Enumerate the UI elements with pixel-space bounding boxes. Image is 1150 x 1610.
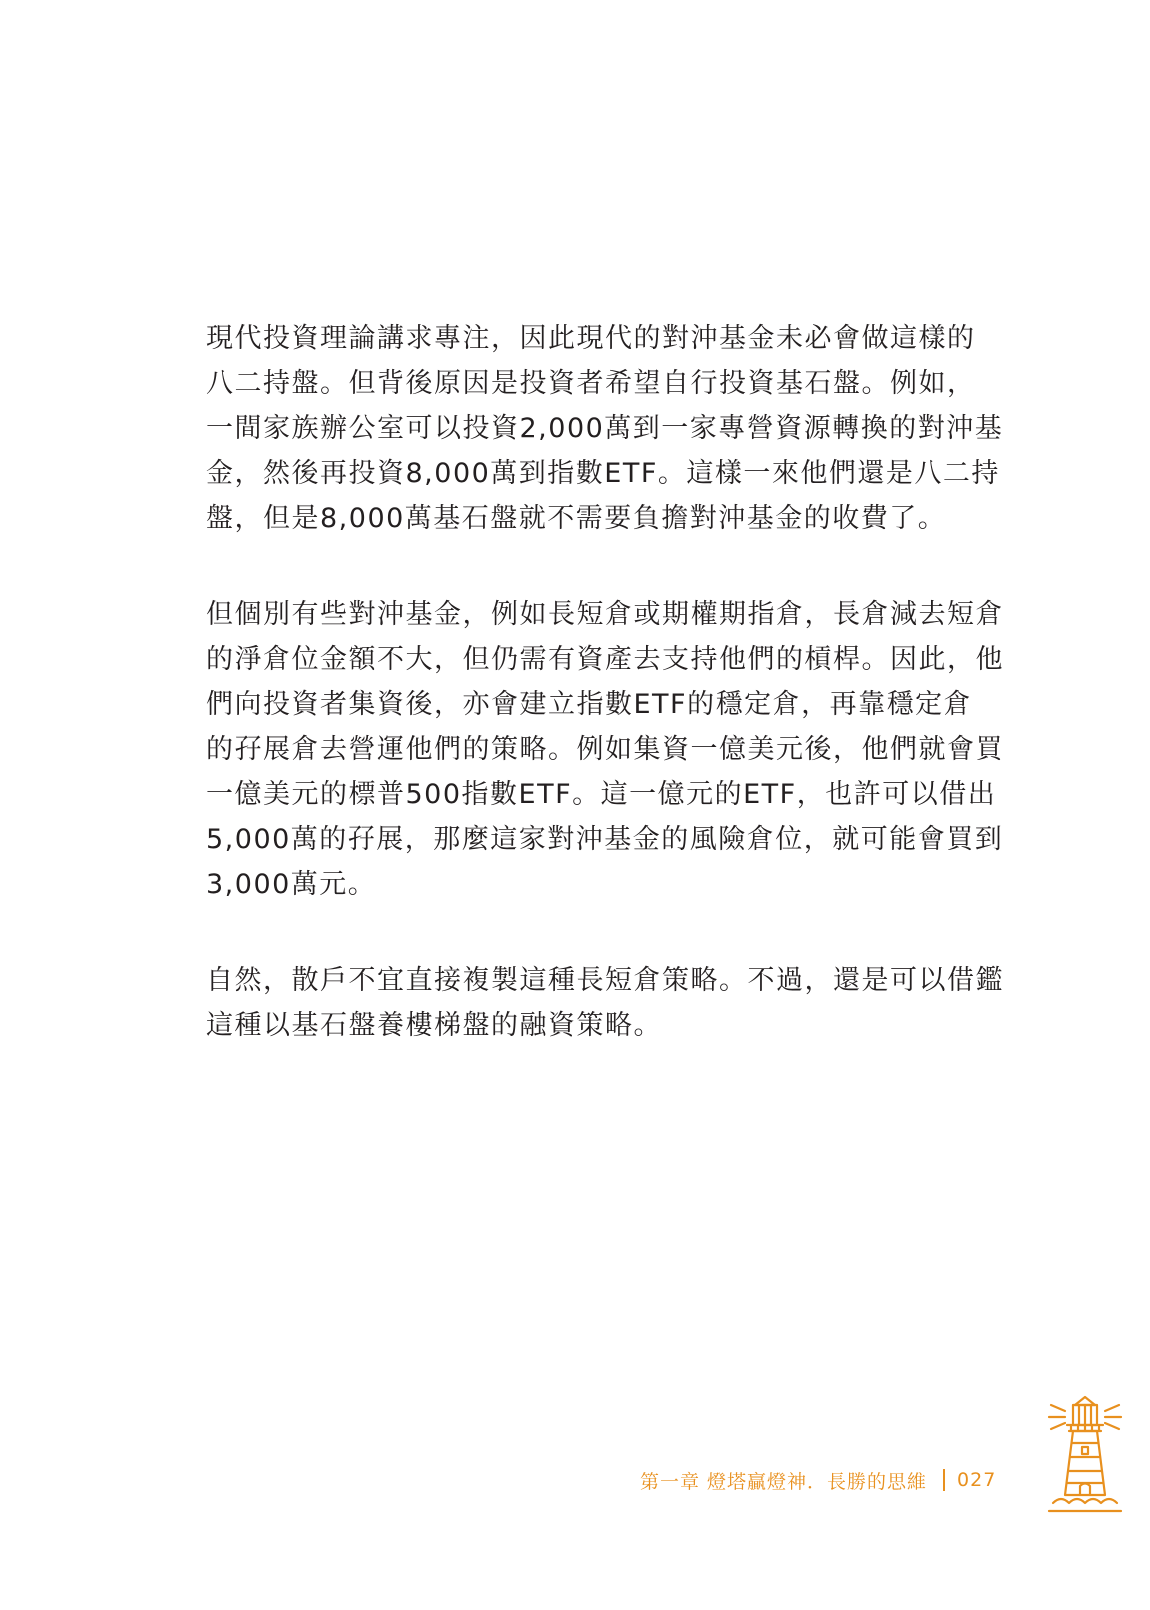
text-line: 5,000萬的孖展，那麼這家對沖基金的風險倉位，就可能會買到 bbox=[206, 824, 1004, 855]
page-number: 027 bbox=[957, 1469, 997, 1491]
text-line: 的孖展倉去營運他們的策略。例如集資一億美元後，他們就會買 bbox=[206, 734, 1004, 765]
text-line: 八二持盤。但背後原因是投資者希望自行投資基石盤。例如， bbox=[206, 368, 976, 399]
text-line: 一億美元的標普500指數ETF。這一億元的ETF，也許可以借出 bbox=[206, 779, 997, 810]
paragraph-1 bbox=[206, 316, 1006, 541]
text-line: 自然，散戶不宜直接複製這種長短倉策略。不過，還是可以借鑑 bbox=[206, 965, 1004, 996]
text-line: 3,000萬元。 bbox=[206, 869, 377, 900]
text-line: 但個別有些對沖基金，例如長短倉或期權期指倉，長倉減去短倉 bbox=[206, 599, 1004, 630]
text-line: 一間家族辦公室可以投資2,000萬到一家專營資源轉換的對沖基 bbox=[206, 413, 1004, 444]
text-line: 的淨倉位金額不大，但仍需有資產去支持他們的槓桿。因此，他 bbox=[206, 644, 1004, 675]
running-footer bbox=[640, 1462, 996, 1498]
footer-divider bbox=[943, 1469, 945, 1491]
chapter-title: 第一章 燈塔贏燈神．長勝的思維 bbox=[640, 1470, 928, 1493]
lighthouse-icon bbox=[1045, 1395, 1125, 1515]
text-line: 盤，但是8,000萬基石盤就不需要負擔對沖基金的收費了。 bbox=[206, 503, 947, 534]
paragraph-3 bbox=[206, 958, 1006, 1048]
text-line: 現代投資理論講求專注，因此現代的對沖基金未必會做這樣的 bbox=[206, 323, 976, 354]
text-line: 金，然後再投資8,000萬到指數ETF。這樣一來他們還是八二持 bbox=[206, 458, 1000, 489]
body-text bbox=[206, 316, 1006, 1099]
text-line: 們向投資者集資後，亦會建立指數ETF的穩定倉，再靠穩定倉 bbox=[206, 689, 973, 720]
paragraph-2 bbox=[206, 592, 1006, 907]
text-line: 這種以基石盤養樓梯盤的融資策略。 bbox=[206, 1010, 662, 1041]
